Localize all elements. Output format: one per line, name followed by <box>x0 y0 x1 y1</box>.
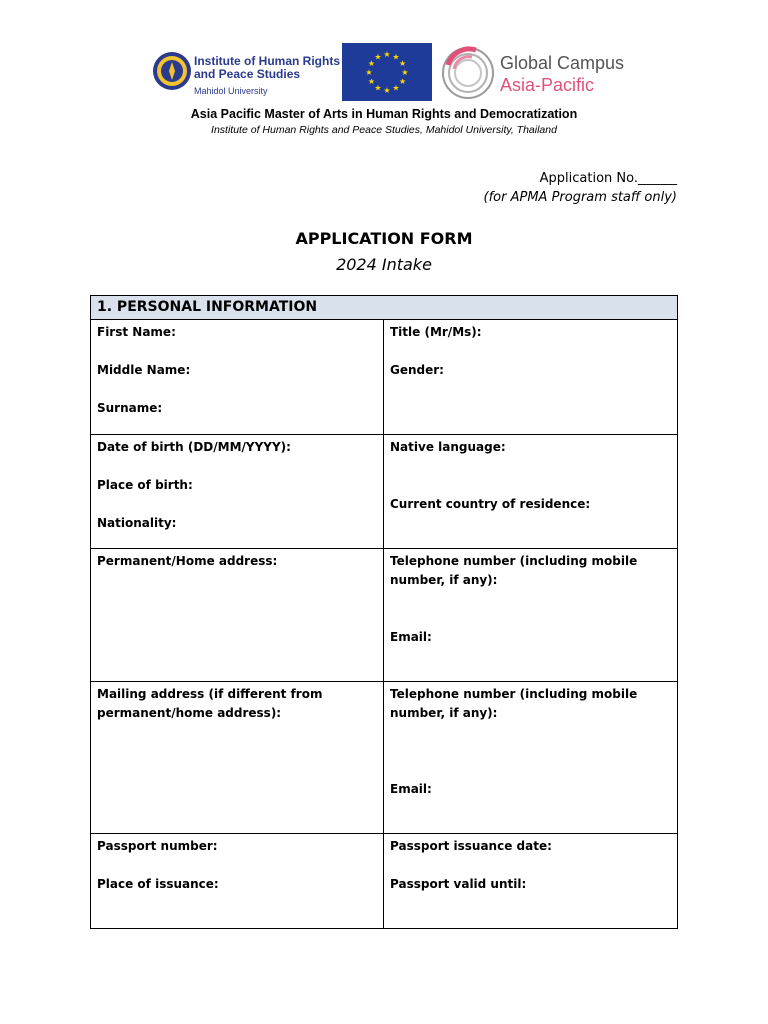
dob-label: Date of birth (DD/MM/YYYY): <box>97 440 291 454</box>
nationality-label: Nationality: <box>97 516 177 530</box>
table-row <box>91 682 678 834</box>
global-campus-logo <box>440 45 640 103</box>
ihrp-name-line1: Institute of Human Rights <box>194 54 340 68</box>
eu-star-icon: ★ <box>365 68 373 77</box>
eu-star-icon: ★ <box>392 83 400 93</box>
ihrp-name-line2: and Peace Studies <box>194 67 301 81</box>
passport-issuance-date-label: Passport issuance date: <box>390 839 552 853</box>
telephone-1-label-line1: Telephone number (including mobile <box>390 554 638 568</box>
table-row <box>91 834 678 929</box>
title-label: Title (Mr/Ms): <box>390 325 482 339</box>
middle-name-label: Middle Name: <box>97 363 191 377</box>
eu-star-icon: ★ <box>383 50 391 59</box>
section-title: 1. PERSONAL INFORMATION <box>91 296 678 320</box>
staff-only-note: (for APMA Program staff only) <box>483 190 677 205</box>
form-intake: 2024 Intake <box>336 255 432 274</box>
contact-cell-2[interactable] <box>384 682 678 834</box>
global-campus-region: Asia-Pacific <box>500 75 595 95</box>
birth-nationality-cell[interactable] <box>91 435 384 549</box>
table-row <box>91 549 678 682</box>
title-gender-cell[interactable] <box>384 320 678 435</box>
application-number: Application No.______ <box>539 171 677 186</box>
program-subtitle: Institute of Human Rights and Peace Studies, Mahidol University, Thailand <box>211 124 557 136</box>
name-cell[interactable] <box>91 320 384 435</box>
email-1-label: Email: <box>390 630 432 644</box>
passport-cell[interactable] <box>91 834 384 929</box>
mahidol-seal-icon <box>152 51 192 91</box>
gender-label: Gender: <box>390 363 444 377</box>
place-of-issuance-label: Place of issuance: <box>97 877 219 891</box>
eu-flag-icon <box>342 43 432 101</box>
mailing-address-label-line2: permanent/home address): <box>97 706 282 720</box>
global-campus-ring-icon <box>440 45 496 101</box>
eu-star-icon: ★ <box>399 59 407 68</box>
form-title: APPLICATION FORM <box>295 229 473 248</box>
language-residence-cell[interactable] <box>384 435 678 549</box>
surname-label: Surname: <box>97 401 163 415</box>
table-row <box>91 320 678 435</box>
table-row <box>91 435 678 549</box>
home-address-label: Permanent/Home address: <box>97 554 278 568</box>
telephone-2-label-line1: Telephone number (including mobile <box>390 687 638 701</box>
eu-star-icon: ★ <box>399 77 407 86</box>
mailing-address-label-line1: Mailing address (if different from <box>97 687 323 701</box>
eu-star-icon: ★ <box>367 59 375 68</box>
eu-star-icon: ★ <box>374 83 382 93</box>
telephone-2-label-line2: number, if any): <box>390 706 498 720</box>
program-title: Asia Pacific Master of Arts in Human Rights and Democratization <box>190 107 578 121</box>
eu-star-icon: ★ <box>367 77 375 86</box>
passport-number-label: Passport number: <box>97 839 218 853</box>
mailing-address-cell[interactable] <box>91 682 384 834</box>
telephone-1-label-line2: number, if any): <box>390 573 498 587</box>
section-header-row <box>91 296 678 320</box>
header-logos <box>152 43 632 105</box>
eu-star-icon: ★ <box>383 86 391 95</box>
place-of-birth-label: Place of birth: <box>97 478 193 492</box>
country-of-residence-label: Current country of residence: <box>390 497 591 511</box>
home-address-cell[interactable] <box>91 549 384 682</box>
contact-cell-1[interactable] <box>384 549 678 682</box>
eu-star-icon: ★ <box>392 52 400 62</box>
ihrp-university: Mahidol University <box>194 86 268 96</box>
first-name-label: First Name: <box>97 325 176 339</box>
native-language-label: Native language: <box>390 440 506 454</box>
global-campus-title: Global Campus <box>500 53 625 73</box>
ihrp-name <box>194 55 340 81</box>
personal-information-table <box>90 295 678 929</box>
passport-dates-cell[interactable] <box>384 834 678 929</box>
eu-star-icon: ★ <box>374 52 382 62</box>
email-2-label: Email: <box>390 782 432 796</box>
passport-valid-until-label: Passport valid until: <box>390 877 527 891</box>
ihrp-logo <box>152 47 340 96</box>
eu-star-icon: ★ <box>401 68 409 77</box>
